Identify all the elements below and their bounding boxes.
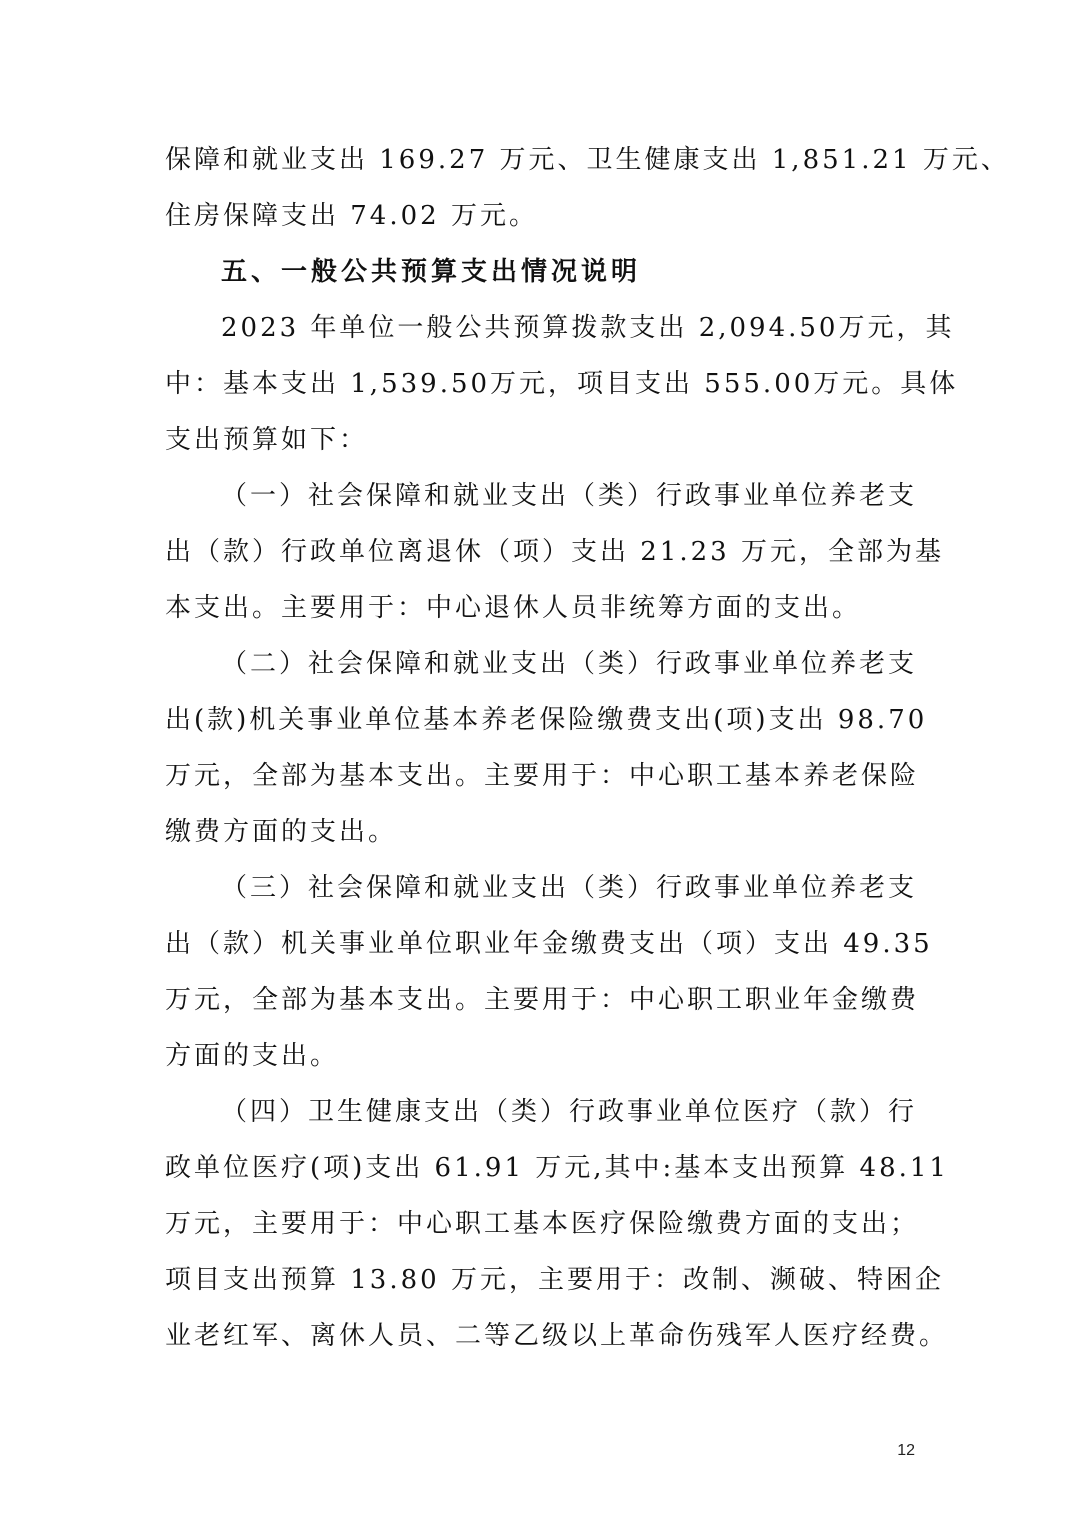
text-line: 万元，全部为基本支出。主要用于：中心职工职业年金缴费: [165, 985, 920, 1015]
text-line: 业老红军、离休人员、二等乙级以上革命伤残军人医疗经费。: [165, 1321, 949, 1351]
text-line: （三）社会保障和就业支出（类）行政事业单位养老支: [221, 873, 918, 903]
section-heading: 五、一般公共预算支出情况说明: [221, 257, 642, 287]
text-line: （二）社会保障和就业支出（类）行政事业单位养老支: [221, 649, 918, 679]
text-line: 项目支出预算 13.80 万元，主要用于：改制、濒破、特困企: [165, 1265, 944, 1295]
text-line: 保障和就业支出 169.27 万元、卫生健康支出 1,851.21 万元、: [165, 145, 1010, 175]
text-line: 住房保障支出 74.02 万元。: [165, 201, 538, 231]
text-line: 2023 年单位一般公共预算拨款支出 2,094.50万元，其: [221, 313, 955, 343]
text-line: （一）社会保障和就业支出（类）行政事业单位养老支: [221, 481, 918, 511]
text-line: 本支出。主要用于：中心退休人员非统筹方面的支出。: [165, 593, 862, 623]
text-line: 支出预算如下：: [165, 425, 369, 455]
text-line: 万元，主要用于：中心职工基本医疗保险缴费方面的支出；: [165, 1209, 920, 1239]
page-number: 12: [897, 1442, 915, 1459]
body-text: [165, 132, 1010, 1364]
text-line: 出(款)机关事业单位基本养老保险缴费支出(项)支出 98.70: [165, 705, 928, 735]
text-line: 政单位医疗(项)支出 61.91 万元,其中:基本支出预算 48.11: [165, 1153, 949, 1183]
text-line: 出（款）行政单位离退休（项）支出 21.23 万元，全部为基: [165, 537, 944, 567]
text-line: 缴费方面的支出。: [165, 817, 398, 847]
text-line: 万元，全部为基本支出。主要用于：中心职工基本养老保险: [165, 761, 920, 791]
text-line: 方面的支出。: [165, 1041, 340, 1071]
text-line: （四）卫生健康支出（类）行政事业单位医疗（款）行: [221, 1097, 918, 1127]
text-line: 中：基本支出 1,539.50万元，项目支出 555.00万元。具体: [165, 369, 959, 399]
text-line: 出（款）机关事业单位职业年金缴费支出（项）支出 49.35: [165, 929, 933, 959]
